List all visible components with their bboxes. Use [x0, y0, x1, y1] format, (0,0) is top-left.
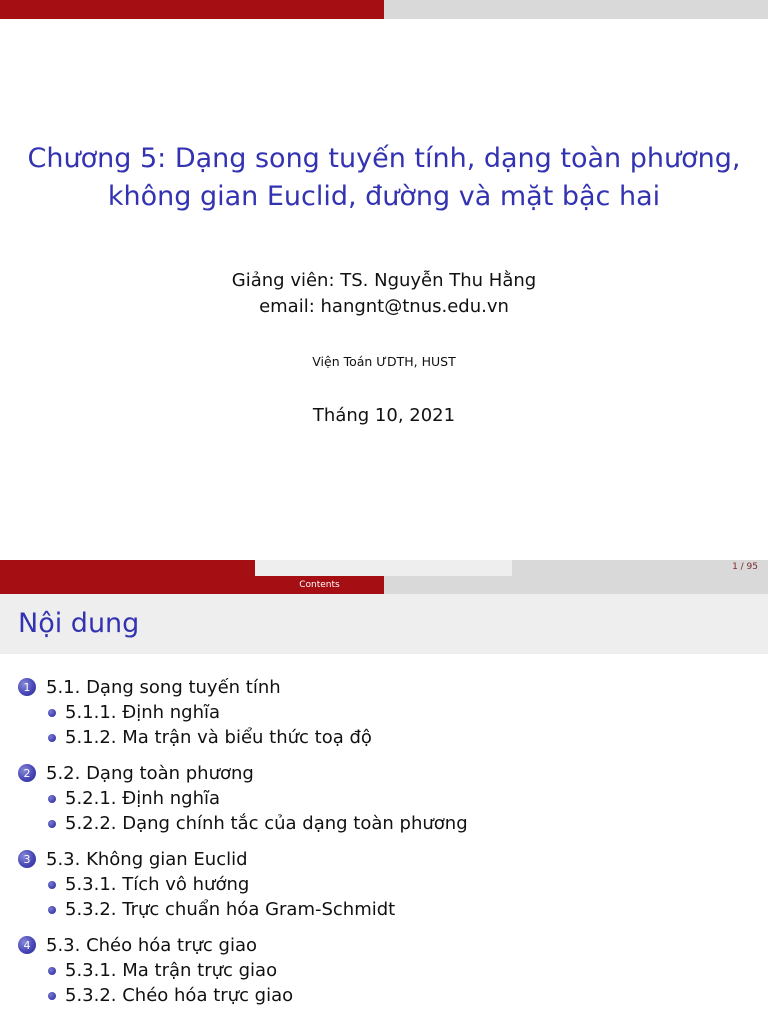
- toc-subsection[interactable]: [18, 786, 758, 811]
- toc-section-heading[interactable]: [18, 932, 758, 958]
- author-name: Giảng viên: TS. Nguyễn Thu Hằng: [231, 270, 537, 291]
- nav-section-contents[interactable]: Contents: [299, 580, 340, 590]
- toc-subsection-label: 5.1.1. Định nghĩa: [65, 702, 221, 723]
- presentation-date: Tháng 10, 2021: [312, 405, 456, 426]
- toc-subsection-label: 5.2.2. Dạng chính tắc của dạng toàn phương: [65, 813, 468, 834]
- bullet-icon: [48, 881, 56, 889]
- toc-section: [18, 760, 758, 836]
- nav-bar-gray-segment: [512, 560, 768, 576]
- toc-subsection[interactable]: [18, 811, 758, 836]
- frame-title: Nội dung: [18, 608, 140, 639]
- toc-subsection[interactable]: [18, 725, 758, 750]
- toc-section-heading[interactable]: [18, 674, 758, 700]
- header-bar-red-segment: [0, 0, 384, 19]
- toc-section-label: 5.1. Dạng song tuyến tính: [46, 676, 281, 698]
- bullet-icon: [48, 906, 56, 914]
- contents-slide: [0, 560, 768, 1024]
- nav-bar-red-segment: [0, 560, 255, 576]
- header-bar: [0, 0, 768, 19]
- toc-subsection[interactable]: [18, 983, 758, 1008]
- toc-section-label: 5.3. Không gian Euclid: [46, 848, 248, 870]
- nav-bar-light-segment: [255, 560, 512, 576]
- toc-subsection-label: 5.3.2. Trực chuẩn hóa Gram-Schmidt: [65, 899, 396, 920]
- toc-section: [18, 674, 758, 750]
- toc-section-heading[interactable]: [18, 760, 758, 786]
- toc-subsection-label: 5.2.1. Định nghĩa: [65, 788, 221, 809]
- section-number-ball-icon: 1: [18, 678, 36, 696]
- toc-section: [18, 932, 758, 1008]
- section-number-ball-icon: 3: [18, 850, 36, 868]
- section-number-ball-icon: 4: [18, 936, 36, 954]
- author-email: email: hangnt@tnus.edu.vn: [259, 296, 509, 317]
- toc-subsection-label: 5.3.2. Chéo hóa trực giao: [65, 985, 294, 1006]
- presentation-title: [0, 140, 768, 216]
- header-bar-gray-segment: [384, 0, 768, 19]
- toc-subsection[interactable]: [18, 958, 758, 983]
- toc-subsection-label: 5.1.2. Ma trận và biểu thức toạ độ: [65, 727, 372, 748]
- toc-subsection-label: 5.3.1. Ma trận trực giao: [65, 960, 278, 981]
- toc-section-heading[interactable]: [18, 846, 758, 872]
- section-number-ball-icon: 2: [18, 764, 36, 782]
- toc-subsection[interactable]: [18, 897, 758, 922]
- toc-subsection[interactable]: [18, 872, 758, 897]
- bullet-icon: [48, 992, 56, 1000]
- toc-subsection[interactable]: [18, 700, 758, 725]
- nav-bar-gray-lower-segment: [384, 576, 768, 594]
- title-line-2: không gian Euclid, đường và mặt bậc hai: [107, 181, 661, 212]
- toc-section-label: 5.3. Chéo hóa trực giao: [46, 934, 257, 956]
- toc-section: [18, 846, 758, 922]
- table-of-contents: [18, 674, 758, 1018]
- toc-subsection-label: 5.3.1. Tích vô hướng: [65, 874, 250, 895]
- author-block: [0, 268, 768, 320]
- toc-section-label: 5.2. Dạng toàn phương: [46, 762, 254, 784]
- bullet-icon: [48, 734, 56, 742]
- bullet-icon: [48, 967, 56, 975]
- bullet-icon: [48, 709, 56, 717]
- frame-title-bar: [0, 594, 768, 654]
- title-line-1: Chương 5: Dạng song tuyến tính, dạng toàn phương,: [27, 143, 741, 174]
- bullet-icon: [48, 795, 56, 803]
- institute: Viện Toán ƯDTH, HUST: [312, 354, 456, 369]
- bullet-icon: [48, 820, 56, 828]
- navigation-bar: [0, 560, 768, 594]
- page-number: 1 / 95: [732, 562, 758, 572]
